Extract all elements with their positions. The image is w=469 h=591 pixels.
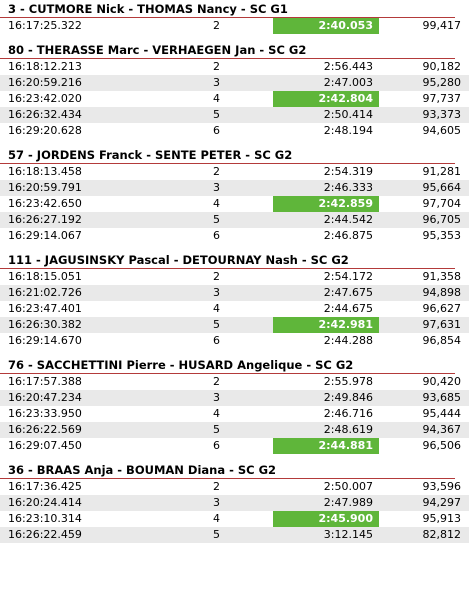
average-speed-cell: 91,358	[379, 269, 469, 285]
lap-time-cell: 2:50.414	[273, 107, 379, 123]
crew-section	[0, 146, 461, 244]
passing-time-cell: 16:23:10.314	[0, 511, 213, 527]
table-row	[0, 164, 469, 180]
crew-section	[0, 41, 461, 139]
lap-table	[0, 18, 469, 34]
lap-time-cell: 2:55.978	[273, 374, 379, 390]
passing-time-cell: 16:26:27.192	[0, 212, 213, 228]
average-speed-cell: 95,280	[379, 75, 469, 91]
table-row	[0, 91, 469, 107]
lap-number-cell: 3	[213, 495, 273, 511]
table-row	[0, 479, 469, 495]
average-speed-cell: 94,898	[379, 285, 469, 301]
best-lap-time-cell: 2:40.053	[273, 18, 379, 34]
table-row	[0, 301, 469, 317]
crew-header: 76 - SACCHETTINI Pierre - HUSARD Angelique - SC G2	[0, 356, 455, 374]
lap-number-cell: 2	[213, 479, 273, 495]
passing-time-cell: 16:29:07.450	[0, 438, 213, 454]
lap-number-cell: 2	[213, 374, 273, 390]
passing-time-cell: 16:20:24.414	[0, 495, 213, 511]
lap-time-cell: 2:50.007	[273, 479, 379, 495]
average-speed-cell: 95,353	[379, 228, 469, 244]
lap-number-cell: 3	[213, 180, 273, 196]
passing-time-cell: 16:23:42.020	[0, 91, 213, 107]
crew-header: 80 - THERASSE Marc - VERHAEGEN Jan - SC G2	[0, 41, 455, 59]
table-row	[0, 511, 469, 527]
lap-time-cell: 2:48.194	[273, 123, 379, 139]
lap-table	[0, 59, 469, 139]
passing-time-cell: 16:23:42.650	[0, 196, 213, 212]
table-row	[0, 123, 469, 139]
average-speed-cell: 94,367	[379, 422, 469, 438]
lap-number-cell: 2	[213, 269, 273, 285]
passing-time-cell: 16:18:13.458	[0, 164, 213, 180]
lap-number-cell: 5	[213, 107, 273, 123]
passing-time-cell: 16:29:14.670	[0, 333, 213, 349]
lap-number-cell: 3	[213, 285, 273, 301]
lap-table	[0, 479, 469, 543]
lap-number-cell: 4	[213, 91, 273, 107]
lap-time-cell: 2:47.675	[273, 285, 379, 301]
lap-number-cell: 2	[213, 59, 273, 75]
passing-time-cell: 16:18:12.213	[0, 59, 213, 75]
table-row	[0, 228, 469, 244]
lap-time-cell: 2:54.172	[273, 269, 379, 285]
lap-time-cell: 2:46.333	[273, 180, 379, 196]
lap-time-cell: 2:56.443	[273, 59, 379, 75]
table-row	[0, 390, 469, 406]
lap-table	[0, 269, 469, 349]
lap-time-cell: 2:46.716	[273, 406, 379, 422]
table-row	[0, 59, 469, 75]
average-speed-cell: 93,596	[379, 479, 469, 495]
passing-time-cell: 16:26:32.434	[0, 107, 213, 123]
lap-time-cell: 2:44.542	[273, 212, 379, 228]
lap-time-cell: 2:46.875	[273, 228, 379, 244]
table-row	[0, 406, 469, 422]
average-speed-cell: 90,420	[379, 374, 469, 390]
passing-time-cell: 16:26:22.569	[0, 422, 213, 438]
passing-time-cell: 16:20:47.234	[0, 390, 213, 406]
best-lap-time-cell: 2:42.804	[273, 91, 379, 107]
table-row	[0, 212, 469, 228]
lap-number-cell: 4	[213, 196, 273, 212]
lap-number-cell: 5	[213, 212, 273, 228]
lap-time-cell: 2:44.288	[273, 333, 379, 349]
passing-time-cell: 16:17:57.388	[0, 374, 213, 390]
lap-number-cell: 2	[213, 164, 273, 180]
lap-number-cell: 6	[213, 438, 273, 454]
passing-time-cell: 16:21:02.726	[0, 285, 213, 301]
average-speed-cell: 96,506	[379, 438, 469, 454]
lap-number-cell: 6	[213, 333, 273, 349]
lap-number-cell: 5	[213, 422, 273, 438]
passing-time-cell: 16:23:47.401	[0, 301, 213, 317]
passing-time-cell: 16:17:25.322	[0, 18, 213, 34]
best-lap-time-cell: 2:42.981	[273, 317, 379, 333]
crew-section	[0, 251, 461, 349]
best-lap-time-cell: 2:45.900	[273, 511, 379, 527]
lap-number-cell: 6	[213, 123, 273, 139]
average-speed-cell: 96,627	[379, 301, 469, 317]
table-row	[0, 527, 469, 543]
table-row	[0, 374, 469, 390]
average-speed-cell: 96,854	[379, 333, 469, 349]
average-speed-cell: 94,605	[379, 123, 469, 139]
crew-header: 57 - JORDENS Franck - SENTE PETER - SC G2	[0, 146, 455, 164]
table-row	[0, 180, 469, 196]
average-speed-cell: 95,913	[379, 511, 469, 527]
lap-number-cell: 4	[213, 406, 273, 422]
passing-time-cell: 16:26:22.459	[0, 527, 213, 543]
table-row	[0, 269, 469, 285]
table-row	[0, 196, 469, 212]
average-speed-cell: 97,704	[379, 196, 469, 212]
lap-time-cell: 2:48.619	[273, 422, 379, 438]
average-speed-cell: 97,737	[379, 91, 469, 107]
lap-number-cell: 6	[213, 228, 273, 244]
passing-time-cell: 16:29:14.067	[0, 228, 213, 244]
average-speed-cell: 95,664	[379, 180, 469, 196]
lap-table	[0, 374, 469, 454]
average-speed-cell: 97,631	[379, 317, 469, 333]
table-row	[0, 438, 469, 454]
table-row	[0, 422, 469, 438]
crew-header: 3 - CUTMORE Nick - THOMAS Nancy - SC G1	[0, 0, 455, 18]
table-row	[0, 107, 469, 123]
average-speed-cell: 99,417	[379, 18, 469, 34]
table-row	[0, 75, 469, 91]
crew-header: 36 - BRAAS Anja - BOUMAN Diana - SC G2	[0, 461, 455, 479]
lap-number-cell: 3	[213, 390, 273, 406]
table-row	[0, 317, 469, 333]
passing-time-cell: 16:26:30.382	[0, 317, 213, 333]
lap-table	[0, 164, 469, 244]
lap-number-cell: 4	[213, 511, 273, 527]
lap-time-cell: 2:44.675	[273, 301, 379, 317]
average-speed-cell: 82,812	[379, 527, 469, 543]
passing-time-cell: 16:20:59.791	[0, 180, 213, 196]
crew-section	[0, 356, 461, 454]
average-speed-cell: 93,373	[379, 107, 469, 123]
lap-time-cell: 2:49.846	[273, 390, 379, 406]
passing-time-cell: 16:18:15.051	[0, 269, 213, 285]
table-row	[0, 333, 469, 349]
crew-section	[0, 461, 461, 543]
passing-time-cell: 16:29:20.628	[0, 123, 213, 139]
table-row	[0, 285, 469, 301]
average-speed-cell: 91,281	[379, 164, 469, 180]
lap-number-cell: 5	[213, 527, 273, 543]
lap-number-cell: 4	[213, 301, 273, 317]
average-speed-cell: 90,182	[379, 59, 469, 75]
lap-number-cell: 3	[213, 75, 273, 91]
passing-time-cell: 16:23:33.950	[0, 406, 213, 422]
best-lap-time-cell: 2:44.881	[273, 438, 379, 454]
crew-section	[0, 0, 461, 34]
best-lap-time-cell: 2:42.859	[273, 196, 379, 212]
lap-time-cell: 2:47.003	[273, 75, 379, 91]
lap-time-cell: 3:12.145	[273, 527, 379, 543]
lap-time-cell: 2:54.319	[273, 164, 379, 180]
passing-time-cell: 16:17:36.425	[0, 479, 213, 495]
table-row	[0, 495, 469, 511]
passing-time-cell: 16:20:59.216	[0, 75, 213, 91]
lap-number-cell: 5	[213, 317, 273, 333]
average-speed-cell: 96,705	[379, 212, 469, 228]
lap-number-cell: 2	[213, 18, 273, 34]
table-row	[0, 18, 469, 34]
lap-time-cell: 2:47.989	[273, 495, 379, 511]
average-speed-cell: 93,685	[379, 390, 469, 406]
crew-header: 111 - JAGUSINSKY Pascal - DETOURNAY Nash - SC G2	[0, 251, 455, 269]
average-speed-cell: 95,444	[379, 406, 469, 422]
average-speed-cell: 94,297	[379, 495, 469, 511]
